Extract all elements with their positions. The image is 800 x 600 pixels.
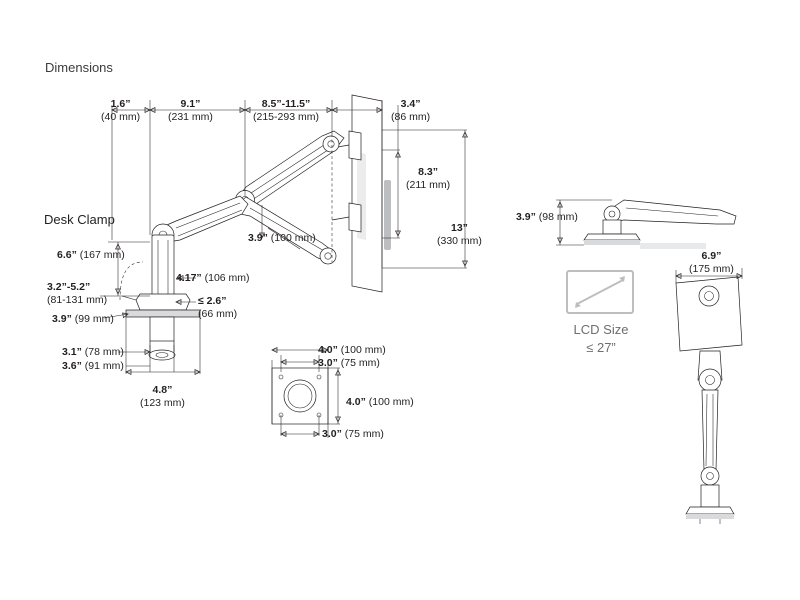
dim-8-5-11-5	[253, 98, 319, 123]
dim-6-6	[57, 249, 125, 262]
dim-r-3-9-metric: (98 mm)	[538, 211, 578, 223]
dim-3-1-imperial: 3.1”	[62, 346, 82, 358]
dim-4-17-metric: (106 mm)	[204, 272, 250, 284]
dim-vesa-3-0-bottom-metric: (75 mm)	[344, 428, 384, 440]
dim-8-3	[406, 166, 450, 191]
dim-1-6-imperial: 1.6”	[110, 98, 131, 110]
dim-2-6-metric: (66 mm)	[198, 307, 238, 320]
dim-r-6-9-imperial: 6.9”	[701, 250, 722, 262]
dim-r-3-9-imperial: 3.9”	[516, 211, 536, 223]
dim-3-6	[62, 360, 124, 373]
dim-vesa-4-0-right	[346, 396, 414, 409]
dim-vesa-4-0-right-metric: (100 mm)	[368, 396, 414, 408]
dim-8-5-11-5-metric: (215-293 mm)	[253, 110, 319, 123]
dim-3-9-99	[52, 313, 114, 326]
dim-6-6-metric: (167 mm)	[79, 249, 125, 261]
dim-vesa-4-0-top	[318, 344, 386, 357]
dim-3-2-5-2-imperial: 3.2”-5.2”	[47, 281, 91, 293]
dim-r-3-9	[516, 211, 578, 224]
dim-3-9-99-imperial: 3.9”	[52, 313, 72, 325]
arm-upper-position	[236, 131, 345, 210]
dim-4-8-imperial: 4.8”	[152, 384, 173, 396]
dim-1-6-metric: (40 mm)	[101, 110, 141, 123]
dim-9-1-imperial: 9.1”	[180, 98, 201, 110]
lcd-size-label: LCD Size	[573, 322, 629, 337]
dim-8-3-imperial: 8.3”	[418, 166, 438, 178]
dim-3-9-100-metric: (100 mm)	[270, 232, 316, 244]
dim-4-17	[176, 272, 250, 285]
dim-3-1	[62, 346, 124, 359]
dim-8-3-metric: (211 mm)	[406, 178, 451, 191]
dim-vesa-3-0-top	[318, 357, 380, 370]
vertical-post	[152, 235, 174, 297]
dim-4-8-metric: (123 mm)	[140, 396, 185, 409]
dim-3-9-100-imperial: 3.9”	[248, 232, 268, 244]
dim-13	[437, 222, 482, 247]
lcd-size-value: ≤ 27”	[586, 340, 616, 355]
dim-3-4-metric: (86 mm)	[391, 110, 431, 123]
dim-4-17-imperial: 4.17”	[176, 272, 202, 284]
dim-3-4	[391, 98, 430, 123]
lcd-size-icon	[567, 271, 633, 313]
dim-3-6-metric: (91 mm)	[84, 360, 124, 372]
dim-8-5-11-5-imperial: 8.5”-11.5”	[261, 98, 311, 110]
dim-3-6-imperial: 3.6”	[62, 360, 82, 372]
dim-3-4-imperial: 3.4”	[400, 98, 421, 110]
dim-vesa-3-0-top-imperial: 3.0”	[318, 357, 338, 369]
dim-vesa-3-0-bottom-imperial: 3.0”	[322, 428, 342, 440]
page-title: Dimensions	[45, 60, 113, 75]
dim-3-2-5-2-metric: (81-131 mm)	[47, 293, 108, 306]
dim-1-6	[101, 98, 140, 123]
dim-r-6-9-metric: (175 mm)	[689, 262, 734, 275]
dim-13-metric: (330 mm)	[437, 234, 482, 247]
dim-13-imperial: 13”	[451, 222, 468, 234]
front-view	[676, 268, 742, 524]
desk-clamp-label: Desk Clamp	[44, 212, 115, 227]
dim-6-6-imperial: 6.6”	[57, 249, 77, 261]
dim-vesa-4-0-top-metric: (100 mm)	[340, 344, 386, 356]
dim-2-6-imperial: ≤ 2.6”	[198, 295, 227, 307]
dim-vesa-3-0-top-metric: (75 mm)	[340, 357, 380, 369]
dim-vesa-4-0-top-imperial: 4.0”	[318, 344, 338, 356]
dim-r-6-9	[689, 250, 734, 275]
dim-9-1	[168, 98, 213, 123]
folded-arm-view	[556, 200, 736, 249]
dim-3-1-metric: (78 mm)	[84, 346, 124, 358]
dim-3-9-99-metric: (99 mm)	[74, 313, 114, 325]
dim-2-6	[198, 295, 237, 320]
dim-3-9-100	[248, 232, 316, 245]
monitor-panel	[352, 95, 391, 292]
arm-lower-position	[236, 197, 336, 264]
dim-9-1-metric: (231 mm)	[168, 110, 213, 123]
dim-4-8	[140, 384, 185, 409]
dim-vesa-3-0-bottom	[322, 428, 384, 441]
dim-3-2-5-2	[47, 281, 107, 306]
dim-vesa-4-0-right-imperial: 4.0”	[346, 396, 366, 408]
